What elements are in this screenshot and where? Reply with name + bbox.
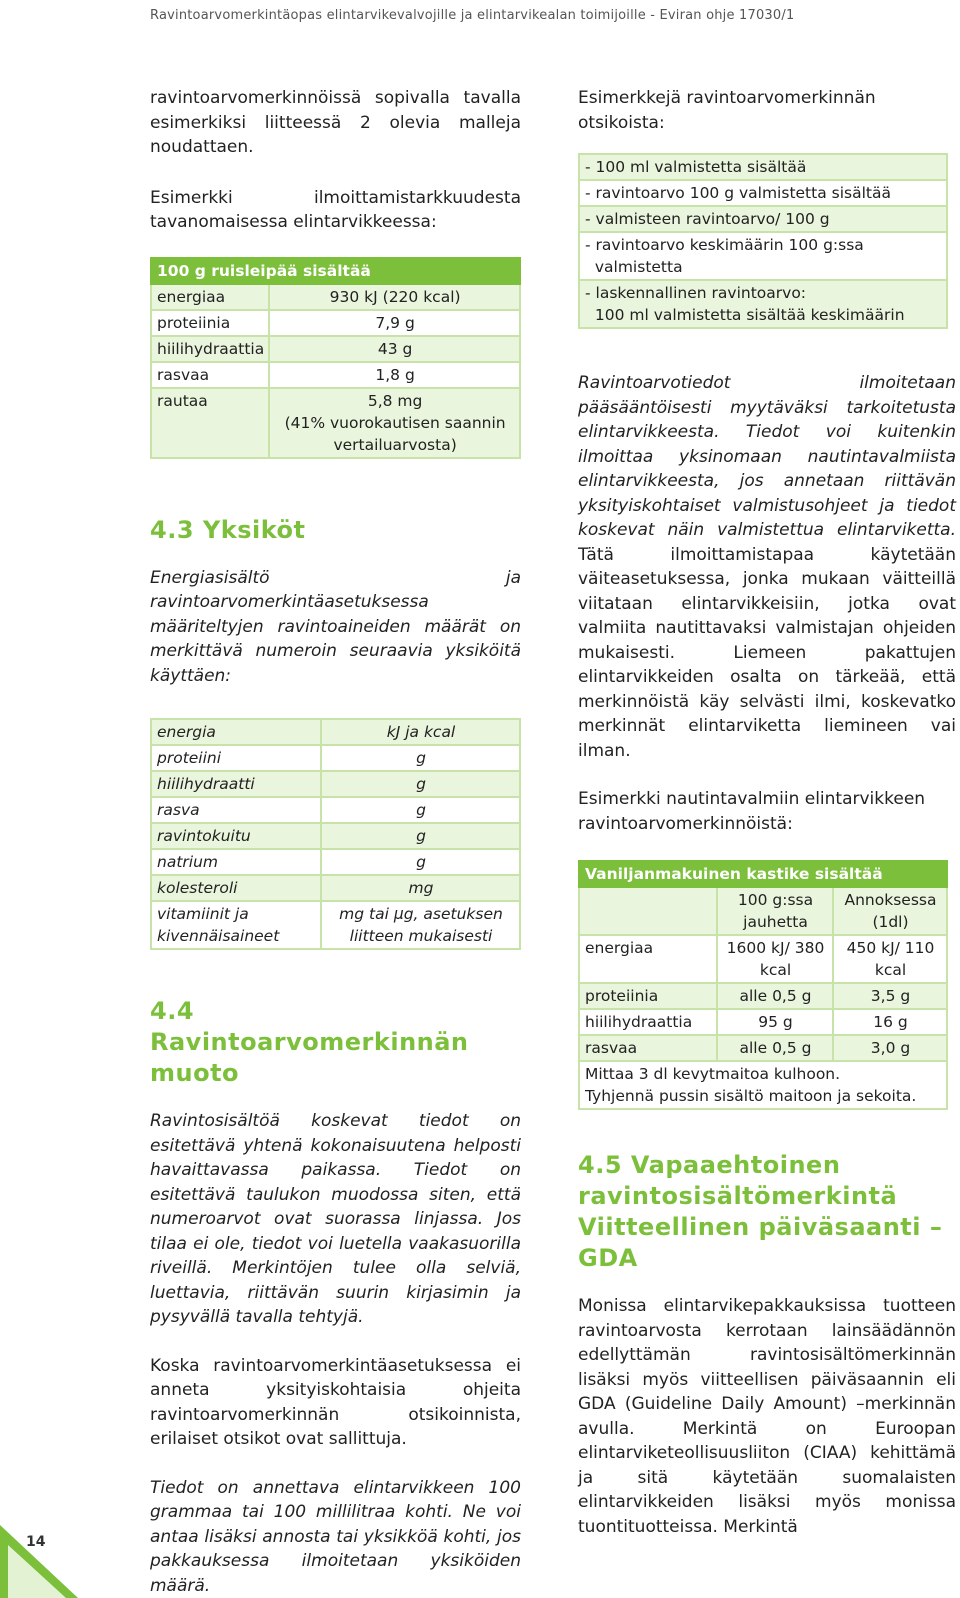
table-cell: kolesteroli (151, 875, 321, 901)
table-cell: 5,8 mg (41% vuorokautisen saannin vertailuarvosta) (269, 388, 520, 458)
heading-4-5: 4.5 Vapaaehtoinen ravintosisältömerkintä Viitteellinen päiväsaanti – GDA (578, 1151, 943, 1272)
table-cell: energia (151, 719, 321, 745)
table-cell: energiaa (151, 284, 269, 310)
table-cell: rasva (151, 797, 321, 823)
heading-examples-table (578, 153, 948, 329)
vanilla-sauce-table (578, 860, 948, 1110)
paragraph-per-100 (150, 1476, 521, 1598)
units-table (150, 718, 521, 950)
table-cell: 3,5 g (833, 983, 947, 1009)
table-cell: alle 0,5 g (717, 983, 833, 1009)
table-cell: hiilihydraattia (151, 336, 269, 362)
table-cell: 3,0 g (833, 1035, 947, 1061)
table-cell: 450 kJ/ 110 kcal (833, 935, 947, 983)
table-col-header: 100 g:ssa jauhetta (717, 887, 833, 935)
paragraph-ready-to-eat (578, 371, 956, 763)
paragraph-headings: Koska ravintoarvomerkintäasetuksessa ei anneta yksityiskohtaisia ohjeita ravintoarvomerkinnän otsikoinnista, erilaiset otsikot ovat sallittuja. (150, 1355, 521, 1449)
table-cell (579, 887, 717, 935)
table-cell: 43 g (269, 336, 520, 362)
table-cell: proteiini (151, 745, 321, 771)
table-header: Vaniljanmakuinen kastike sisältää (579, 861, 947, 887)
table-cell: natrium (151, 849, 321, 875)
table-cell: 16 g (833, 1009, 947, 1035)
rye-bread-table (150, 257, 521, 459)
paragraph-format: Ravintosisältöä koskevat tiedot on esitettävä yhtenä kokonaisuutena helposti havaittavassa paikassa. Tiedot on esitettävä taulukon muodossa siten, että numeroarvot ovat suorassa linjassa. Jos tilaa ei ole, tiedot voi luetella vaakasuorilla riveillä. Merkintöjen tulee olla selviä, luettavia, riittävän suurin kirjasimin ja pysyvällä tavalla tehtyjä. (150, 1111, 521, 1327)
paragraph-gda: Monissa elintarvikepakkauksissa tuotteen ravintoarvosta kerrotaan lainsäädännön edellyttämän ravintosisältömerkinnän lisäksi myös viitteellisen päiväsaannin eli GDA (Guideline Daily Amount) –merkinnän avulla. Merkintä on Euroopan elintarviketeollisuusliiton (CIAA) kehittämä ja sitä käytetään suomalaisten elintarvikkeiden lisäksi myös monissa tuontituotteissa. Merkintä (578, 1296, 956, 1537)
table-cell: rautaa (151, 388, 269, 458)
table-cell: - ravintoarvo 100 g valmistetta sisältää (579, 180, 947, 206)
table-cell: 1600 kJ/ 380 kcal (717, 935, 833, 983)
table-cell: 1,8 g (269, 362, 520, 388)
table-cell: kJ ja kcal (321, 719, 520, 745)
paragraph-per-100-italic: Tiedot on annettava elintarvikkeen 100 grammaa tai 100 millilitraa kohti. (150, 1477, 521, 1522)
paragraph-units-intro: Energiasisältö ja ravintoarvomerkintäasetuksessa määriteltyjen ravintoaineiden määrät on merkittävä numeroin seuraavia yksiköitä käyttäen: (150, 567, 521, 686)
table-cell: proteiinia (579, 983, 717, 1009)
table-cell: g (321, 797, 520, 823)
table-header: 100 g ruisleipää sisältää (151, 258, 520, 284)
table-cell: g (321, 849, 520, 875)
heading-4-3: 4.3 Yksiköt (150, 515, 306, 544)
table-cell: mg (321, 875, 520, 901)
table-col-header: Annoksessa (1dl) (833, 887, 947, 935)
table-cell: 7,9 g (269, 310, 520, 336)
table-footer: Mittaa 3 dl kevytmaitoa kulhoon. Tyhjennä pussin sisältö maitoon ja sekoita. (579, 1061, 947, 1109)
table-cell: alle 0,5 g (717, 1035, 833, 1061)
table-cell: energiaa (579, 935, 717, 983)
paragraph-ready-to-eat-rest: Tätä ilmoittamistapaa käytetään väiteasetuksessa, jonka mukaan väitteillä viitataan elintarvikkeisiin, jotka ovat valmiita nautittavaksi valmistajan ohjeiden mukaisesti. Liemeen pakattujen elintarvikkeiden osalta on tärkeää, että merkinnöistä käy selvästi ilmi, koskevatko merkinnät elintarviketta liemineen vai ilman. (578, 544, 956, 761)
table-cell: 95 g (717, 1009, 833, 1035)
table-cell: - 100 ml valmistetta sisältää (579, 154, 947, 180)
table-cell: vitamiinit ja kivennäisaineet (151, 901, 321, 949)
right-column (578, 86, 956, 1565)
heading-4-4: 4.4 Ravintoarvomerkinnän muoto (150, 997, 469, 1087)
page-number: 14 (26, 1534, 46, 1550)
paragraph-per-100-rest: Ne voi antaa lisäksi annosta tai yksikköä kohti, jos pakkauksessa ilmoitetaan yksiköiden määrä. (150, 1502, 521, 1596)
table-cell: g (321, 745, 520, 771)
table-cell: 930 kJ (220 kcal) (269, 284, 520, 310)
table-cell: hiilihydraattia (579, 1009, 717, 1035)
table-cell: g (321, 771, 520, 797)
table-cell: g (321, 823, 520, 849)
left-column (150, 86, 521, 1598)
table-cell: hiilihydraatti (151, 771, 321, 797)
table-cell: ravintokuitu (151, 823, 321, 849)
paragraph-example-intro: Esimerkki ilmoittamistarkkuudesta tavanomaisessa elintarvikkeessa: (150, 187, 521, 232)
table-cell: mg tai μg, asetuksen liitteen mukaisesti (321, 901, 520, 949)
paragraph-heading-examples: Esimerkkejä ravintoarvomerkinnän otsikoista: (578, 88, 876, 133)
table-cell: proteiinia (151, 310, 269, 336)
table-cell: - ravintoarvo keskimäärin 100 g:ssa valmistetta (579, 232, 947, 280)
table-cell: - laskennallinen ravintoarvo: 100 ml valmistetta sisältää keskimäärin (579, 280, 947, 328)
paragraph-example-ready: Esimerkki nautintavalmiin elintarvikkeen ravintoarvomerkinnöistä: (578, 789, 926, 834)
paragraph-intro: ravintoarvomerkinnöissä sopivalla tavalla esimerkiksi liitteessä 2 olevia malleja noudattaen. (150, 88, 521, 157)
table-cell: rasvaa (579, 1035, 717, 1061)
running-header: Ravintoarvomerkintäopas elintarvikevalvojille ja elintarvikealan toimijoille - Eviran ohje 17030/1 (150, 8, 795, 23)
paragraph-ready-to-eat-italic: Ravintoarvotiedot ilmoitetaan pääsääntöisesti myytäväksi tarkoitetusta elintarvikkeesta. Tiedot voi kuitenkin ilmoittaa yksinomaan nautintavalmiista elintarvikkeesta, jos annetaan riittävän yksityiskohtaiset valmistusohjeet ja tiedot koskevat näin valmistettua elintarviketta. (578, 373, 956, 540)
table-cell: - valmisteen ravintoarvo/ 100 g (579, 206, 947, 232)
table-cell: rasvaa (151, 362, 269, 388)
